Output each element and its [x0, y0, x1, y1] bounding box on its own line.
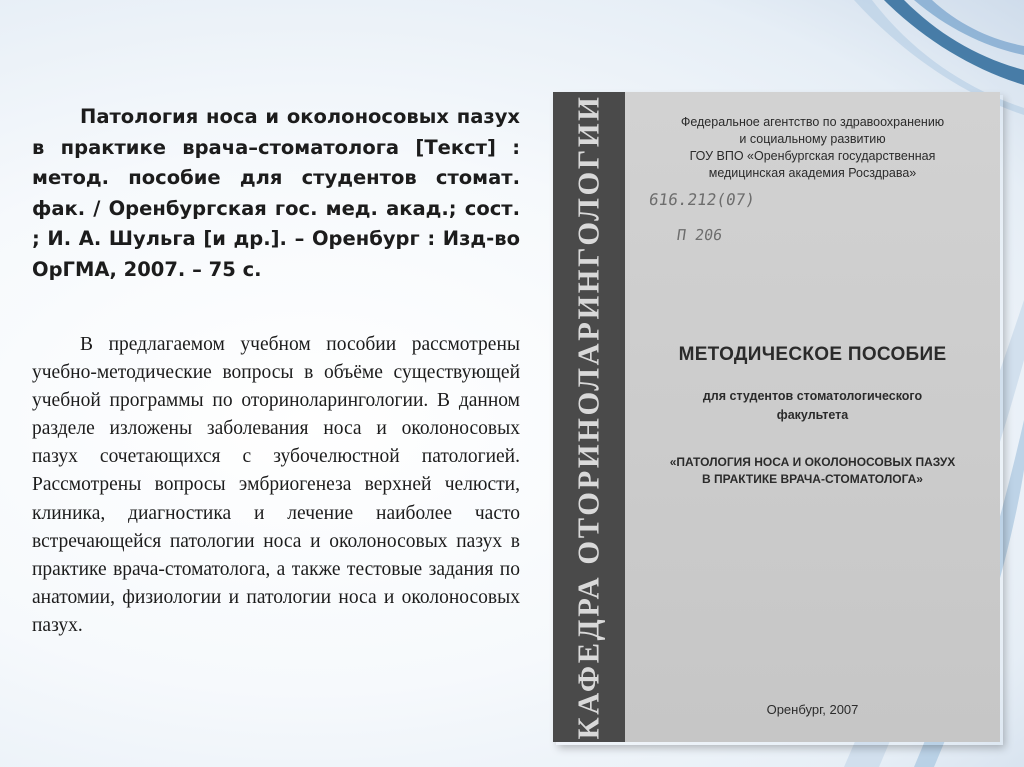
spine-title: КАФЕДРА ОТОРИНОЛАРИНГОЛОГИИ	[571, 94, 606, 740]
description-column	[32, 102, 520, 640]
header-line: ГОУ ВПО «Оренбургская государственная	[689, 149, 936, 163]
header-line: медицинская академия Росздрава»	[708, 166, 917, 180]
cover-title: МЕТОДИЧЕСКОЕ ПОСОБИЕ	[678, 344, 947, 365]
cover-subtitle	[625, 387, 1000, 425]
header-line: и социальному развитию	[739, 132, 886, 146]
header-line: Федеральное агентство по здравоохранению	[680, 115, 945, 129]
handwritten-index: 616.212(07)	[647, 190, 757, 209]
topic-line: В ПРАКТИКЕ ВРАЧА-СТОМАТОЛОГА»	[702, 472, 923, 486]
cover-city-year: Оренбург, 2007	[766, 702, 859, 717]
cover-topic	[625, 454, 1000, 488]
cover-face	[625, 92, 1000, 742]
subtitle-line: факультета	[776, 408, 849, 422]
bibliographic-entry: Патология носа и околоносовых пазух в практике врача–стоматолога [Текст] : метод. пособие для студентов стомат. фак. / Оренбургская гос. мед. акад.; сост. ; И. А. Шульга [и др.]. – Оренбург : Изд-во ОрГМА, 2007. – 75 с.	[32, 105, 520, 281]
cover-spine	[553, 92, 625, 742]
subtitle-line: для студентов стоматологического	[702, 389, 923, 403]
handwritten-code: П 206	[675, 226, 724, 244]
cover-publisher-header	[625, 114, 1000, 182]
book-cover-scan	[553, 92, 1000, 742]
abstract-text: В предлагаемом учебном пособии рассмотрены учебно-методические вопросы в объёме существующей учебной программы по оториноларингологии. В данном разделе изложены заболевания носа и околоносовых пазух сочетающихся с зубочелюстной патологией. Рассмотрены вопросы эмбриогенеза верхней челюсти, клиника, диагностика и лечение наиболее часто встречающейся патологии носа и околоносовых пазух в практике врача-стоматолога, а также тестовые задания по анатомии, физиологии и патологии носа и околоносовых пазух.	[32, 334, 520, 636]
topic-line: «ПАТОЛОГИЯ НОСА И ОКОЛОНОСОВЫХ ПАЗУХ	[669, 455, 956, 469]
